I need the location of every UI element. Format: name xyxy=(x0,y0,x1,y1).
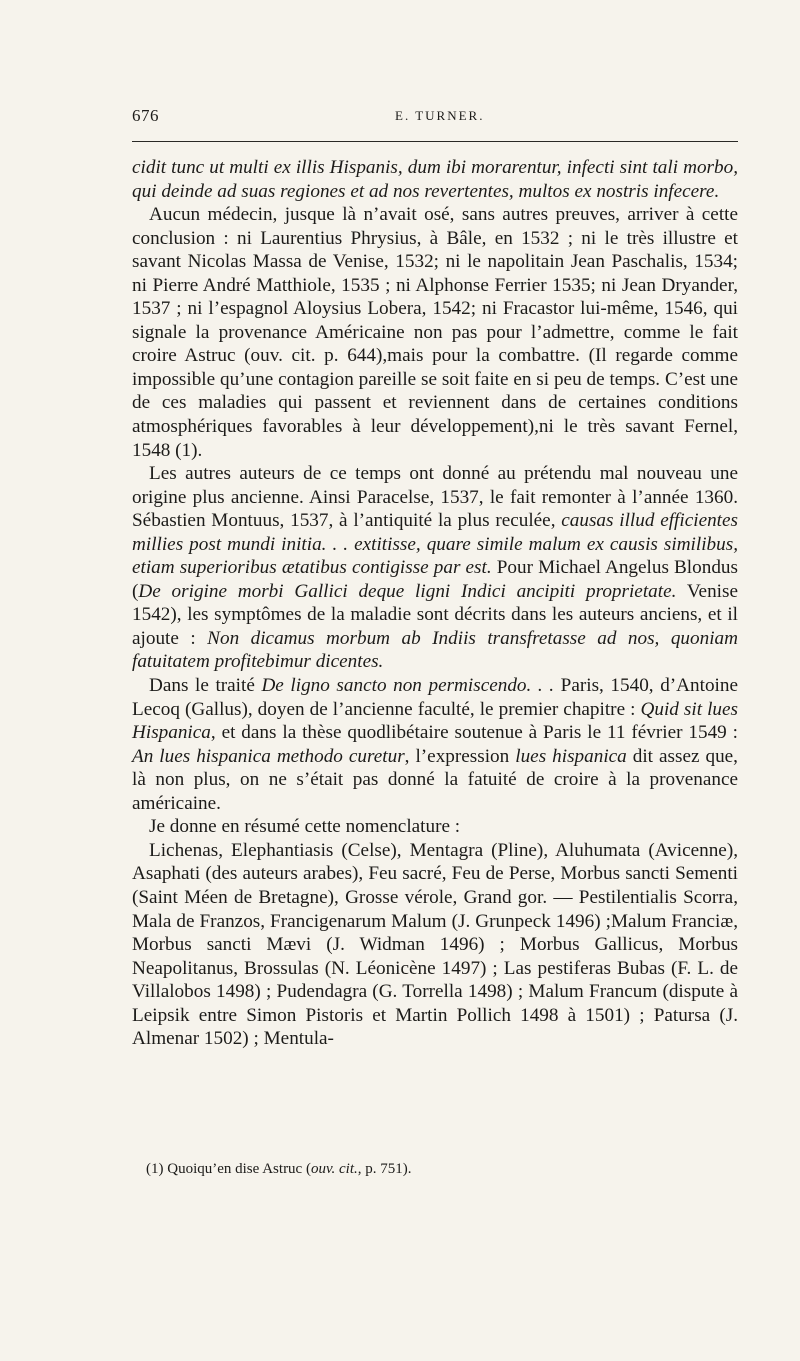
paragraph: Dans le traité De ligno sancto non permiscendo. . . Paris, 1540, d’Antoine Lecoq (Gallus), doyen de l’ancienne faculté, le premier chapitre : Quid sit lues Hispanica, et dans la thèse quodlibétaire soutenue à Paris le 11 février 1549 : An lues hispanica methodo curetur, l’expression lues hispanica dit assez que, là non plus, on ne s’était pas donné la fatuité de croire à la provenance américaine. xyxy=(132,675,738,814)
page-header xyxy=(132,106,738,132)
paragraph: Je donne en résumé cette nomenclature : xyxy=(149,816,461,838)
paragraph: cidit tunc ut multi ex illis Hispanis, dum ibi morarentur, infecti sint tali morbo, qui deinde ad suas regiones et ad nos revertentes, multos ex nostris infecere. xyxy=(132,157,738,202)
paragraph: Les autres auteurs de ce temps ont donné au prétendu mal nouveau une origine plus ancienne. Ainsi Paracelse, 1537, le fait remonter à l’année 1360. Sébastien Montuus, 1537, à l’antiquité la plus reculée, causas illud efficientes millies post mundi initia. . . extitisse, quare simile malum ex causis similibus, etiam superioribus ætatibus contigisse par est. Pour Michael Angelus Blondus (De origine morbi Gallici deque ligni Indici ancipiti proprietate. Venise 1542), les symptômes de la maladie sont décrits dans les auteurs anciens, et il ajoute : Non dicamus morbum ab Indiis transfretasse ad nos, quoniam fatuitatem profitebimur dicentes. xyxy=(132,463,738,673)
body-text xyxy=(132,156,738,1051)
paragraph: Aucun médecin, jusque là n’avait osé, sans autres preuves, arriver à cette conclusion : ni Laurentius Phrysius, à Bâle, en 1532 ; ni le très illustre et savant Nicolas Massa de Venise, 1532; ni le napolitain Jean Paschalis, 1534; ni Pierre André Matthiole, 1535 ; ni Alphonse Ferrier 1535; ni Jean Dryander, 1537 ; ni l’espagnol Aloysius Lobera, 1542; ni Fracastor lui-même, 1546, qui signale la provenance Américaine non pas pour l’admettre, comme le fait croire Astruc (ouv. cit. p. 644),mais pour la combattre. (Il regarde comme impossible qu’une contagion pareille se soit faite en si peu de temps. C’est une de ces maladies qui passent et reviennent dans de certaines conditions atmosphériques favorables à leur développement),ni le très savant Fernel, 1548 (1). xyxy=(132,204,738,461)
paragraph: Lichenas, Elephantiasis (Celse), Mentagra (Pline), Aluhumata (Avicenne), Asaphati (des auteurs arabes), Feu sacré, Feu de Perse, Morbus sancti Sementi (Saint Méen de Bretagne), Grosse vérole, Grand gor. — Pestilentialis Scorra, Mala de Franzos, Francigenarum Malum (J. Grunpeck 1496) ;Malum Franciæ, Morbus sancti Mævi (J. Widman 1496) ; Morbus Gallicus, Morbus Neapolitanus, Brossulas (N. Léonicène 1497) ; Las pestiferas Bubas (F. L. de Villalobos 1498) ; Pudendagra (G. Torrella 1498) ; Malum Francum (dispute à Leipsik entre Simon Pistoris et Martin Pollich 1498 à 1501) ; Patursa (J. Almenar 1502) ; Mentula- xyxy=(132,839,738,1050)
running-title: E. TURNER. xyxy=(395,108,485,123)
page-number: 676 xyxy=(132,106,159,125)
footnote: (1) Quoiqu’en dise Astruc (ouv. cit., p. 751). xyxy=(146,1161,412,1177)
header-rule xyxy=(132,141,738,142)
